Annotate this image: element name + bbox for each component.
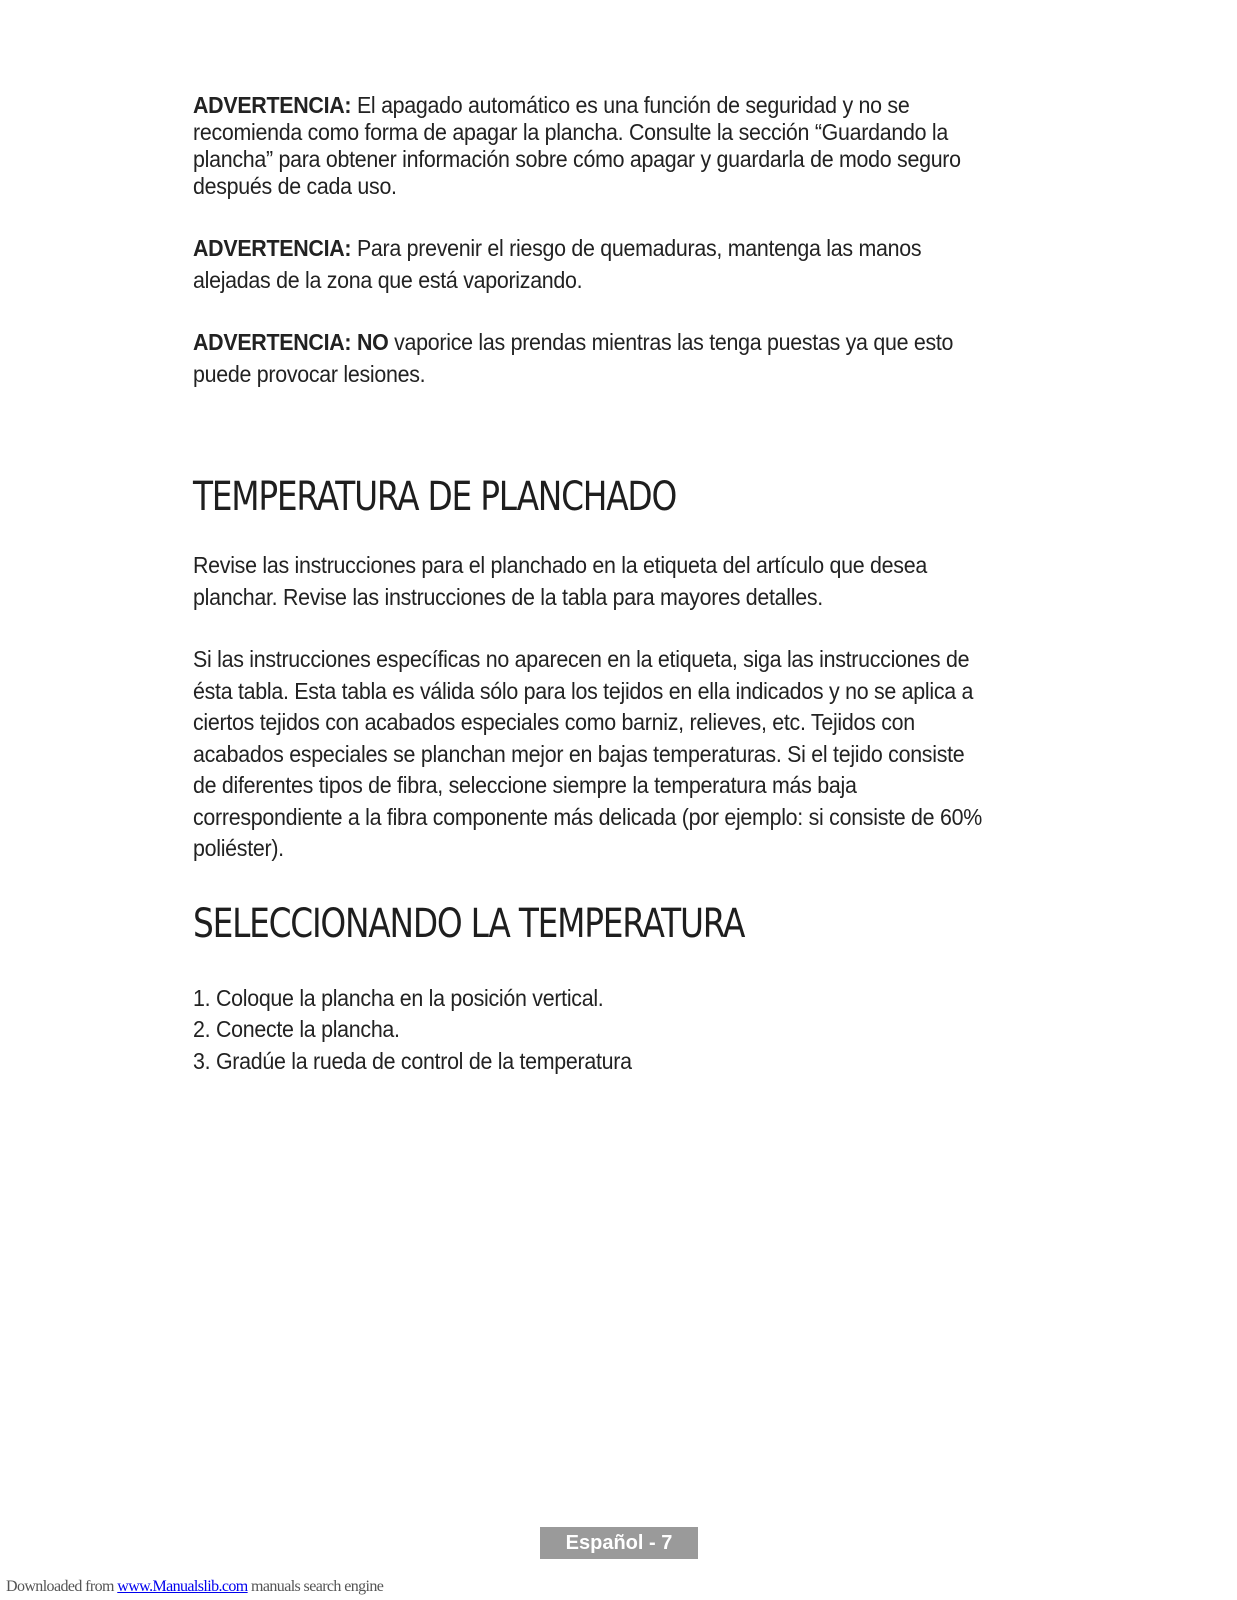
warning-label: ADVERTENCIA: (193, 92, 352, 118)
paragraph-revise-instrucciones: Revise las instrucciones para el planchado en la etiqueta del artículo que desea planchar. Revise las instrucciones de la tabla para mayores detalles. (193, 552, 927, 610)
warning-worn-garments (193, 326, 993, 390)
warning-label: ADVERTENCIA: (193, 329, 352, 355)
warning-text: El apagado automático es una función de seguridad y no se recomienda como forma de apagar la plancha. Consulte la sección “Guardando la plancha” para obtener información sobre cómo apagar y guardarla de modo seguro después de cada uso. (193, 92, 961, 199)
list-item: 2. Conecte la plancha. (193, 1016, 400, 1042)
warning-emphasis: NO (351, 329, 389, 355)
list-item: 1. Coloque la plancha en la posición vertical. (193, 984, 604, 1011)
download-source-bar (6, 1578, 383, 1596)
page-number-badge: Español - 7 (540, 1527, 698, 1559)
warning-label: ADVERTENCIA: (193, 235, 352, 261)
download-prefix: Downloaded from (6, 1578, 118, 1595)
warning-auto-shutoff (193, 92, 993, 200)
heading-seleccionando-la-temperatura: SELECCIONANDO LA TEMPERATURA (193, 900, 745, 947)
heading-temperatura-de-planchado: TEMPERATURA DE PLANCHADO (193, 474, 677, 520)
warning-burns (193, 232, 993, 296)
list-item: 3. Gradúe la rueda de control de la temperatura (193, 1047, 632, 1074)
steps-list (193, 983, 993, 1078)
download-suffix: manuals search engine (247, 1578, 384, 1595)
paragraph-instrucciones-especificas: Si las instrucciones específicas no aparecen en la etiqueta, siga las instrucciones de ésta tabla. Esta tabla es válida sólo para los tejidos en ella indicados y no se aplica a ciertos tejidos con acabados especiales como barniz, relieves, etc. Tejidos con acabados especiales se planchan mejor en bajas temperaturas. Si el tejido consiste de diferentes tipos de fibra, seleccione siempre la temperatura más baja correspondiente a la fibra componente más delicada (por ejemplo: si consiste de 60% poliéster). (193, 646, 982, 861)
page-content (193, 92, 993, 1077)
warning-text: vaporice las prendas mientras las tenga puestas ya que esto puede provocar lesiones. (193, 329, 954, 387)
warning-text: Para prevenir el riesgo de quemaduras, mantenga las manos alejadas de la zona que está vaporizando. (193, 235, 922, 293)
manualslib-link[interactable]: www.Manualslib.com (117, 1578, 248, 1595)
